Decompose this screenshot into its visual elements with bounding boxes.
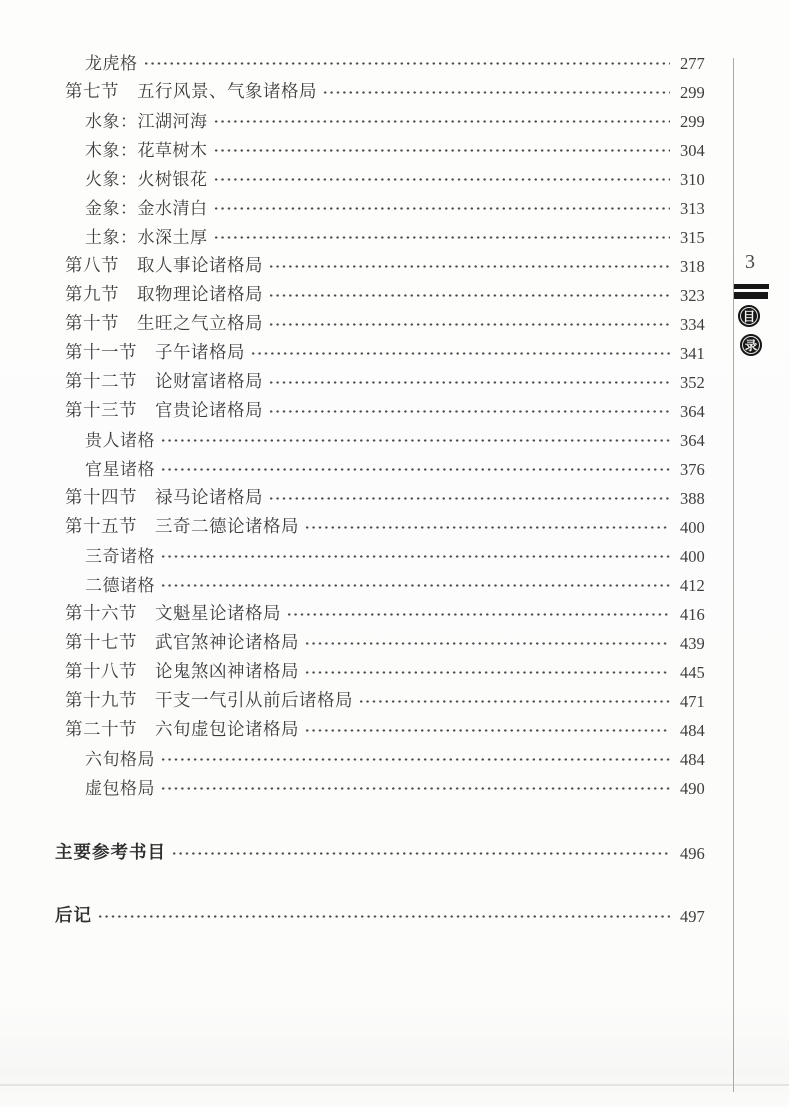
- dot-leader: [160, 424, 670, 453]
- toc-entry-label: 主要参考书目: [55, 842, 166, 862]
- toc-entry-label: 金象：金水清白: [85, 199, 208, 218]
- toc-row: [42, 900, 714, 929]
- toc-entry-page-number: 315: [680, 227, 705, 247]
- dot-leader: [160, 743, 670, 772]
- toc-entry-label: 第十三节 官贵论诸格局: [65, 400, 263, 420]
- dot-leader: [160, 569, 670, 598]
- toc-entry-label: 虚包格局: [85, 779, 155, 798]
- toc-entry-page-number: 299: [680, 82, 705, 102]
- dot-leader: [250, 337, 670, 366]
- dot-leader: [171, 837, 670, 866]
- toc-row: [42, 337, 714, 366]
- toc-entry-page-number: 400: [680, 517, 705, 537]
- toc-entry-page-number: 352: [680, 372, 705, 392]
- toc-list: [42, 47, 714, 929]
- toc-row: [42, 598, 714, 627]
- toc-row: [42, 482, 714, 511]
- dot-leader: [268, 308, 670, 337]
- toc-entry-page-number: 416: [680, 604, 705, 624]
- toc-row: [42, 163, 714, 192]
- dot-leader: [358, 685, 670, 714]
- chapter-tab-badge-lu: 录: [740, 334, 762, 356]
- toc-entry-page-number: 412: [680, 575, 705, 595]
- dot-leader: [304, 511, 670, 540]
- dot-leader: [268, 482, 670, 511]
- dot-leader: [304, 656, 670, 685]
- dot-leader: [268, 279, 670, 308]
- toc-entry-page-number: 496: [680, 843, 705, 863]
- dot-leader: [268, 250, 670, 279]
- margin-vertical-rule: [733, 58, 734, 1092]
- toc-entry-page-number: 310: [680, 169, 705, 189]
- toc-entry-page-number: 484: [680, 720, 705, 740]
- dot-leader: [143, 47, 671, 76]
- toc-row: [42, 424, 714, 453]
- dot-leader: [160, 453, 670, 482]
- toc-entry-label: 贵人诸格: [85, 431, 155, 450]
- dot-leader: [322, 76, 670, 105]
- margin-bar-bottom: [734, 292, 768, 299]
- toc-row: [42, 511, 714, 540]
- dot-leader: [213, 221, 671, 250]
- toc-entry-label: 水象：江湖河海: [85, 112, 208, 131]
- toc-entry-label: 第十节 生旺之气立格局: [65, 313, 263, 333]
- dot-leader: [213, 134, 671, 163]
- toc-entry-page-number: 400: [680, 546, 705, 566]
- toc-entry-label: 火象：火树银花: [85, 170, 208, 189]
- dot-leader: [160, 540, 670, 569]
- toc-row: [42, 192, 714, 221]
- toc-entry-page-number: 323: [680, 285, 705, 305]
- toc-entry-label: 第十七节 武官煞神论诸格局: [65, 632, 299, 652]
- dot-leader: [304, 714, 670, 743]
- toc-entry-label: 三奇诸格: [85, 547, 155, 566]
- chapter-tab-badge-mu: 目: [738, 305, 760, 327]
- toc-row: [42, 250, 714, 279]
- toc-entry-label: 二德诸格: [85, 576, 155, 595]
- toc-row: [42, 105, 714, 134]
- dot-leader: [213, 105, 671, 134]
- toc-entry-label: 第十八节 论鬼煞凶神诸格局: [65, 661, 299, 681]
- dot-leader: [268, 366, 670, 395]
- toc-entry-label: 土象：水深土厚: [85, 228, 208, 247]
- toc-row: [42, 279, 714, 308]
- toc-entry-label: 第十二节 论财富诸格局: [65, 371, 263, 391]
- page-bottom-edge: [0, 1084, 789, 1086]
- toc-entry-page-number: 341: [680, 343, 705, 363]
- toc-entry-label: 第二十节 六旬虚包论诸格局: [65, 719, 299, 739]
- toc-row: [42, 134, 714, 163]
- toc-row: [42, 685, 714, 714]
- toc-row: [42, 772, 714, 801]
- toc-row: [42, 743, 714, 772]
- toc-entry-page-number: 484: [680, 749, 705, 769]
- toc-entry-label: 第八节 取人事论诸格局: [65, 255, 263, 275]
- toc-entry-label: 第九节 取物理论诸格局: [65, 284, 263, 304]
- toc-entry-label: 龙虎格: [85, 54, 138, 73]
- toc-entry-label: 第十五节 三奇二德论诸格局: [65, 516, 299, 536]
- toc-row: [42, 453, 714, 482]
- toc-row: [42, 221, 714, 250]
- toc-row: [42, 569, 714, 598]
- toc-entry-page-number: 388: [680, 488, 705, 508]
- margin-bar-top: [734, 284, 769, 289]
- toc-row: [42, 837, 714, 866]
- dot-leader: [268, 395, 670, 424]
- toc-entry-label: 第七节 五行风景、气象诸格局: [65, 81, 317, 101]
- toc-entry-page-number: 376: [680, 459, 705, 479]
- toc-entry-page-number: 364: [680, 401, 705, 421]
- dot-leader: [160, 772, 670, 801]
- toc-row: [42, 308, 714, 337]
- toc-entry-page-number: 304: [680, 140, 705, 160]
- dot-leader: [97, 900, 670, 929]
- toc-row: [42, 540, 714, 569]
- toc-entry-label: 第十四节 禄马论诸格局: [65, 487, 263, 507]
- toc-entry-page-number: 445: [680, 662, 705, 682]
- toc-entry-page-number: 313: [680, 198, 705, 218]
- toc-entry-page-number: 334: [680, 314, 705, 334]
- toc-entry-label: 第十六节 文魁星论诸格局: [65, 603, 281, 623]
- toc-entry-page-number: 490: [680, 778, 705, 798]
- toc-entry-label: 后记: [55, 905, 92, 925]
- toc-row: [42, 47, 714, 76]
- toc-entry-page-number: 497: [680, 906, 705, 926]
- toc-entry-page-number: 277: [680, 53, 705, 73]
- toc-entry-label: 木象：花草树木: [85, 141, 208, 160]
- dot-leader: [286, 598, 670, 627]
- toc-entry-label: 六旬格局: [85, 750, 155, 769]
- toc-entry-page-number: 439: [680, 633, 705, 653]
- page-number: 3: [745, 251, 755, 273]
- toc-row: [42, 366, 714, 395]
- toc-row: [42, 627, 714, 656]
- toc-entry-page-number: 471: [680, 691, 705, 711]
- dot-leader: [304, 627, 670, 656]
- toc-row: [42, 656, 714, 685]
- toc-entry-page-number: 364: [680, 430, 705, 450]
- toc-row: [42, 76, 714, 105]
- toc-entry-label: 第十一节 子午诸格局: [65, 342, 245, 362]
- toc-row: [42, 395, 714, 424]
- toc-entry-label: 官星诸格: [85, 460, 155, 479]
- toc-row: [42, 714, 714, 743]
- dot-leader: [213, 192, 671, 221]
- dot-leader: [213, 163, 671, 192]
- toc-entry-page-number: 299: [680, 111, 705, 131]
- toc-entry-label: 第十九节 干支一气引从前后诸格局: [65, 690, 353, 710]
- toc-entry-page-number: 318: [680, 256, 705, 276]
